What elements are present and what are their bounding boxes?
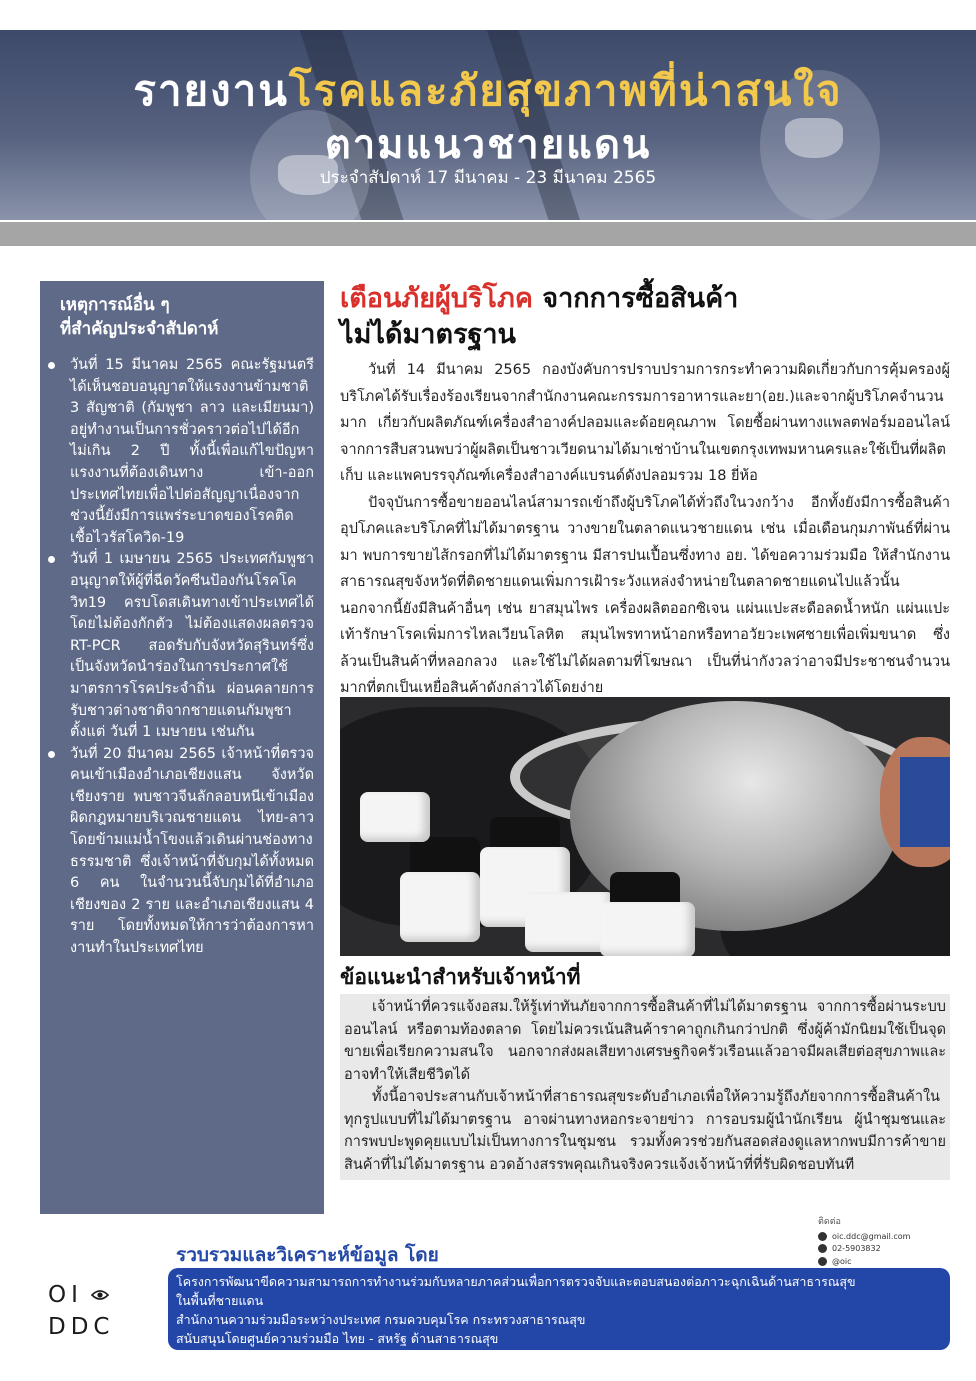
bullet-icon <box>48 362 55 369</box>
email-icon <box>818 1232 827 1241</box>
oic-ddc-logo <box>48 1282 128 1340</box>
sidebar-event-text: วันที่ 15 มีนาคม 2565 คณะรัฐมนตรีได้เห็นชอบอนุญาตให้แรงงานข้ามชาติ 3 สัญชาติ (กัมพูชา ลาว และเมียนมา) อยู่ทำงานเป็นการชั่วคราวต่อไปได้อีกไม่เกิน 2 ปี ทั้งนี้เพื่อแก้ไขปัญหาแรงงานที่ต้องเดินทาง เข้า-ออกประเทศไทยเพื่อไปต่อสัญญาเนื่องจากช่วงนี้ยังมีการแพร่ระบาดของโรคติดเชื้อไวรัสโควิด-19 <box>70 357 314 546</box>
eye-icon <box>91 1288 109 1302</box>
title-highlight: โรคและภัยสุขภาพที่น่าสนใจ <box>288 66 843 115</box>
photo-cosmetic-jar <box>400 872 480 942</box>
contact-email[interactable]: oic.ddc@gmail.com <box>832 1231 911 1241</box>
headline-red: เตือนภัยผู้บริโภค <box>340 283 533 314</box>
footer-line: โครงการพัฒนาขีดความสามารถการทำงานร่วมกับหลายภาคส่วนเพื่อการตรวจจับและตอบสนองต่อภาวะฉุกเฉินด้านสาธารณสุข <box>176 1274 856 1289</box>
sidebar-other-events <box>40 281 324 1214</box>
photo-jar-lid <box>410 837 480 877</box>
sidebar-heading-line2: ที่สำคัญประจำสัปดาห์ <box>60 319 219 339</box>
article-headline <box>340 281 950 353</box>
title-part1: รายงาน <box>133 66 289 115</box>
sidebar-event-item <box>56 744 314 960</box>
contact-phone: 02-5903832 <box>832 1244 881 1254</box>
line-icon <box>818 1257 827 1266</box>
photo-cosmetic-jar <box>600 902 695 956</box>
headline-rest: จากการซื้อสินค้า <box>532 283 739 314</box>
footer-line: ในพื้นที่ชายแดน <box>176 1293 264 1308</box>
page-title-line2: ตามแนวชายแดน <box>324 122 652 168</box>
advice-paragraph: เจ้าหน้าที่ควรแจ้งอสม.ให้รู้เท่าทันภัยจากการซื้อสินค้าที่ไม่ได้มาตรฐาน จากการซื้อผ่านระบบออนไลน์ หรือตามท้องตลาด โดยไม่ควรเน้นสินค้าราคาถูกเกินกว่าปกติ ซึ่งผู้ค้ามักนิยมใช้เป็นจุดขายเพื่อเรียกความสนใจ นอกจากส่งผลเสียทางเศรษฐกิจครัวเรือนแล้วอาจมีผลเสียต่อสุขภาพและอาจทำให้เสียชีวิตได้ <box>344 999 946 1083</box>
sidebar-heading <box>60 293 314 341</box>
article-paragraph: ปัจจุบันการซื้อขายออนไลน์สามารถเข้าถึงผู้บริโภคได้ทั่วถึงในวงกว้าง อีกทั้งยังมีการซื้อสินค้าอุปโภคและบริโภคที่ไม่ได้มาตรฐาน วางขายในตลาดแนวชายแดน เช่น เมื่อเดือนกุมภาพันธ์ที่ผ่านมา พบการขายไส้กรอกที่ไม่ได้มาตรฐาน มีสารปนเปื้อนซึ่งทาง อย. ได้ขอความร่วมมือ ให้สำนักงานสาธารณสุขจังหวัดที่ติดชายแดนเพิ่มการเฝ้าระวังแหล่งจำหน่ายในตลาดชายแดนไปแล้วนั้น นอกจากนี้ยังมีสินค้าอื่นๆ เช่น ยาสมุนไพร เครื่องผลิตออกซิเจน แผ่นแปะสะดือลดน้ำหนัก แผ่นแปะเท้ารักษาโรคเพิ่มการไหลเวียนโลหิต สมุนไพรทาหน้าอกหรือทาอวัยวะเพศชายเพื่อเพิ่มขนาด ซึ่งล้วนเป็นสินค้าที่หลอกลวง และใช้ไม่ได้ผลตามที่โฆษณา เป็นที่น่ากังวลว่าอาจมีประชาชนจำนวนมากที่ตกเป็นเหยื่อสินค้าดังกล่าวได้โดยง่าย <box>340 494 950 696</box>
contact-row <box>818 1230 958 1243</box>
footer-line: สำนักงานความร่วมมือระหว่างประเทศ กรมควบคุมโรค กระทรวงสาธารณสุข <box>176 1312 586 1327</box>
headline-line2: ไม่ได้มาตรฐาน <box>340 319 517 350</box>
advice-section <box>340 962 950 1180</box>
sidebar-event-item <box>56 355 314 549</box>
logo-line2: DDC <box>48 1314 115 1340</box>
sidebar-event-item <box>56 549 314 743</box>
footer-line: สนับสนุนโดยศูนย์ความร่วมมือ ไทย - สหรัฐ ด้านสาธารณสุข <box>176 1331 499 1346</box>
article-body <box>340 357 950 702</box>
article-paragraph: วันที่ 14 มีนาคม 2565 กองบังคับการปราบปรามการกระทำความผิดเกี่ยวกับการคุ้มครองผู้บริโภคได้รับเรื่องร้องเรียนจากสำนักงานคณะกรรมการอาหารและยา(อย.)และจากผู้บริโภคจำนวนมาก เกี่ยวกับผลิตภัณฑ์เครื่องสำอางค์ปลอมและด้อยคุณภาพ โดยซื้อผ่านทางแพลตฟอร์มออนไลน์ จากการสืบสวนพบว่าผู้ผลิตเป็นชาวเวียดนามได้มาเช่าบ้านในเขตกรุงเทพมหานครและใช้เป็นที่ผลิต เก็บ และแพคบรรจุภัณฑ์เครื่องสำอางค์แบรนด์ดังปลอมรวม 18 ยี่ห้อ <box>340 362 950 484</box>
footer-title: รวบรวมและวิเคราะห์ข้อมูล โดย <box>176 1244 439 1266</box>
article-photo <box>340 697 950 956</box>
header-banner <box>0 30 976 220</box>
sidebar-heading-line1: เหตุการณ์อื่น ๆ <box>60 295 170 315</box>
logo-line1 <box>48 1282 128 1308</box>
footer-credits <box>168 1268 950 1350</box>
advice-box <box>340 994 950 1180</box>
contact-row <box>818 1243 958 1256</box>
advice-heading: ข้อแนะนำสำหรับเจ้าหน้าที่ <box>340 965 581 989</box>
contact-row <box>818 1255 958 1268</box>
contact-label: ติดต่อ <box>818 1217 841 1227</box>
bullet-icon <box>48 556 55 563</box>
contact-line: @oic <box>832 1256 852 1266</box>
main-article <box>340 281 950 702</box>
sidebar-event-list <box>56 355 314 960</box>
bullet-icon <box>48 751 55 758</box>
phone-icon <box>818 1244 827 1253</box>
page-subtitle: ประจำสัปดาห์ 17 มีนาคม - 23 มีนาคม 2565 <box>319 168 657 188</box>
sidebar-event-text: วันที่ 1 เมษายน 2565 ประเทศกัมพูชา อนุญาตให้ผู้ที่ฉีดวัคซีนป้องกันโรคโควิท19 ครบโดสเดินทางเข้าประเทศได้โดยไม่ต้องกักตัว ไม่ต้องแสดงผลตรวจ RT-PCR สอดรับกับจังหวัดสุรินทร์ซึ่งเป็นจังหวัดนำร่องในการประกาศใช้มาตรการโรคประจำถิ่น ผ่อนคลายการรับชาวต่างชาติจากชายแดนกัมพูชา ตั้งแต่ วันที่ 1 เมษายน เช่นกัน <box>70 551 314 741</box>
sidebar-event-text: วันที่ 20 มีนาคม 2565 เจ้าหน้าที่ตรวจคนเข้าเมืองอำเภอเชียงแสน จังหวัดเชียงราย พบชาวจีนลักลอบหนีเข้าเมืองผิดกฎหมายบริเวณชายแดน ไทย-ลาว โดยข้ามแม่น้ำโขงแล้วเดินผ่านช่องทางธรรมชาติ ซึ่งเจ้าหน้าที่จับกุมได้ทั้งหมด 6 คน ในจำนวนนี้จับกุมได้ที่อำเภอเชียงของ 2 ราย และอำเภอเชียงแสน 4 ราย โดยทั้งหมดให้การว่าต้องการหางานทำในประเทศไทย <box>70 745 314 957</box>
photo-cosmetic-jar <box>360 792 430 842</box>
advice-paragraph: ทั้งนี้อาจประสานกับเจ้าหน้าที่สาธารณสุขระดับอำเภอเพื่อให้ความรู้ถึงภัยจากการซื้อสินค้าในทุกรูปแบบที่ไม่ได้มาตรฐาน อาจผ่านทางหอกระจายข่าว การอบรมผู้นำนักเรียน ผู้นำชุมชนและการพบปะพูดคุยแบบไม่เป็นทางการในชุมชน รวมทั้งควรช่วยกันสอดส่องดูแลหากพบมีการค้าขายสินค้าที่ไม่ได้มาตรฐาน อวดอ้างสรรพคุณเกินจริงควรแจ้งเจ้าหน้าที่ที่รับผิดชอบทันที <box>344 1089 946 1173</box>
logo-text-oi: OI <box>48 1282 83 1308</box>
header-divider-bar <box>0 222 976 246</box>
photo-sleeve <box>900 757 950 847</box>
